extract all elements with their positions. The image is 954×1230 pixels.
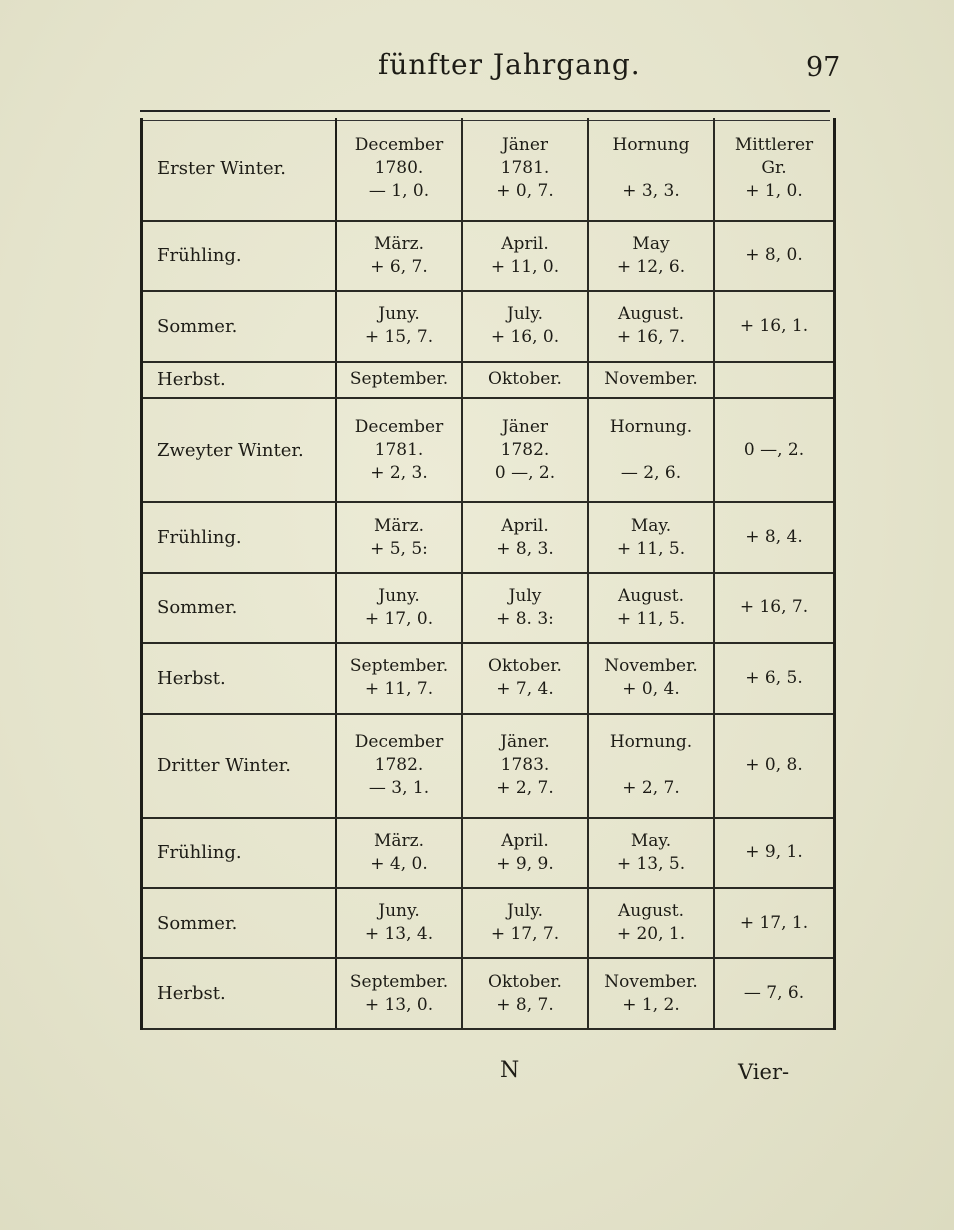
month-cell	[588, 502, 714, 572]
season-cell	[142, 573, 337, 643]
month-cell	[336, 888, 462, 958]
month-cell-line: + 2, 7.	[622, 778, 680, 799]
month-cell-line: + 11, 5.	[616, 538, 686, 559]
month-cell-line: April.	[501, 233, 549, 254]
table-row	[142, 362, 835, 399]
mean-cell	[714, 714, 835, 818]
month-cell-line: + 13, 5.	[616, 853, 686, 874]
month-cell-line: + 0, 4.	[622, 679, 680, 700]
mean-cell-line: + 8, 4.	[745, 527, 803, 548]
season-label: Herbst.	[157, 983, 226, 1005]
month-cell-line: + 3, 3.	[622, 181, 680, 202]
mean-cell	[714, 398, 835, 502]
month-cell-line: 1782.	[500, 439, 550, 460]
month-cell-line: Oktober.	[488, 369, 562, 390]
table-body	[142, 118, 835, 1029]
month-cell	[336, 291, 462, 361]
month-cell-line: — 1, 0.	[368, 181, 430, 202]
month-cell-line: November.	[604, 369, 698, 390]
temperature-table	[140, 118, 836, 1030]
month-cell-line: September.	[349, 369, 449, 390]
month-cell-line: July.	[507, 304, 543, 325]
season-label: Herbst.	[157, 369, 226, 391]
mean-cell-line: Gr.	[761, 158, 787, 179]
month-cell-line: Hornung	[612, 135, 690, 156]
mean-cell-line: + 8, 0.	[745, 245, 803, 266]
month-cell-line: + 11, 7.	[364, 679, 434, 700]
month-cell	[588, 362, 714, 399]
month-cell-line: + 8, 3.	[496, 538, 554, 559]
month-cell-line: May.	[630, 830, 672, 851]
season-cell	[142, 362, 337, 399]
month-cell-line: + 8. 3:	[496, 608, 554, 629]
mean-cell	[714, 573, 835, 643]
season-cell	[142, 643, 337, 713]
temperature-table-frame	[140, 118, 830, 1030]
month-cell	[336, 221, 462, 291]
month-cell-line: August.	[617, 304, 685, 325]
month-cell-line: + 5, 5:	[370, 538, 428, 559]
month-cell-line: Jäner.	[500, 732, 550, 753]
month-cell-line: Jäner	[501, 416, 549, 437]
month-cell-line	[595, 754, 707, 777]
season-cell	[142, 118, 337, 221]
season-label: Erster Winter.	[157, 158, 286, 180]
month-cell	[336, 643, 462, 713]
month-cell-line: + 4, 0.	[370, 853, 428, 874]
mean-cell-line: + 16, 1.	[739, 315, 809, 336]
table-row	[142, 291, 835, 361]
month-cell-line: + 0, 7.	[496, 181, 554, 202]
month-cell-line: + 8, 7.	[496, 994, 554, 1015]
month-cell	[462, 818, 588, 888]
month-cell	[336, 502, 462, 572]
season-label: Frühling.	[157, 842, 242, 864]
table-row	[142, 118, 835, 221]
catchword: Vier-	[738, 1060, 790, 1084]
month-cell-line: 1781.	[374, 439, 424, 460]
month-cell-line: + 17, 7.	[490, 924, 560, 945]
mean-cell	[714, 291, 835, 361]
season-cell	[142, 714, 337, 818]
page-number: 97	[806, 52, 841, 83]
running-head	[0, 48, 954, 88]
month-cell	[462, 398, 588, 502]
month-cell	[588, 643, 714, 713]
month-cell-line: + 16, 0.	[490, 327, 560, 348]
month-cell-line: + 2, 7.	[496, 778, 554, 799]
table-row	[142, 818, 835, 888]
month-cell	[462, 643, 588, 713]
season-cell	[142, 958, 337, 1029]
month-cell-line: 1781.	[500, 158, 550, 179]
mean-cell-line: + 9, 1.	[745, 842, 803, 863]
season-label: Zweyter Winter.	[157, 439, 304, 461]
month-cell-line: + 20, 1.	[616, 924, 686, 945]
month-cell-line: + 11, 5.	[616, 608, 686, 629]
season-cell	[142, 502, 337, 572]
month-cell-line: + 2, 3.	[370, 462, 428, 483]
season-cell	[142, 888, 337, 958]
month-cell-line: + 15, 7.	[364, 327, 434, 348]
month-cell-line	[595, 439, 707, 462]
season-label: Sommer.	[157, 912, 238, 934]
month-cell-line: + 17, 0.	[364, 608, 434, 629]
month-cell	[336, 958, 462, 1029]
month-cell	[588, 714, 714, 818]
season-cell	[142, 818, 337, 888]
month-cell-line: + 7, 4.	[496, 679, 554, 700]
month-cell-line: December	[354, 135, 444, 156]
mean-cell-line: + 16, 7.	[739, 597, 809, 618]
month-cell-line: März.	[373, 515, 425, 536]
season-cell	[142, 221, 337, 291]
month-cell	[588, 118, 714, 221]
month-cell	[336, 573, 462, 643]
month-cell-line: May.	[630, 515, 672, 536]
season-label: Herbst.	[157, 667, 226, 689]
month-cell	[462, 221, 588, 291]
month-cell-line: 1783.	[500, 755, 550, 776]
month-cell	[462, 958, 588, 1029]
month-cell-line: November.	[604, 656, 698, 677]
month-cell-line: Oktober.	[488, 656, 562, 677]
table-row	[142, 888, 835, 958]
month-cell-line: — 3, 1.	[368, 778, 430, 799]
month-cell	[462, 714, 588, 818]
table-row	[142, 643, 835, 713]
month-cell-line: + 13, 0.	[364, 994, 434, 1015]
month-cell-line: September.	[349, 656, 449, 677]
month-cell-line: Juny.	[378, 585, 420, 606]
month-cell-line: August.	[617, 901, 685, 922]
month-cell	[336, 362, 462, 399]
month-cell-line: + 16, 7.	[616, 327, 686, 348]
season-cell	[142, 291, 337, 361]
table-row	[142, 398, 835, 502]
month-cell-line: + 12, 6.	[616, 256, 686, 277]
mean-cell	[714, 502, 835, 572]
season-label: Frühling.	[157, 527, 242, 549]
month-cell-line: November.	[604, 971, 698, 992]
month-cell-line: 0 —, 2.	[494, 462, 556, 483]
table-row	[142, 502, 835, 572]
mean-cell-line: + 0, 8.	[745, 755, 803, 776]
month-cell-line: Hornung.	[609, 732, 693, 753]
mean-cell	[714, 118, 835, 221]
mean-cell-line: — 7, 6.	[743, 983, 805, 1004]
month-cell	[462, 362, 588, 399]
month-cell-line: + 9, 9.	[496, 853, 554, 874]
mean-cell-line: 0 —, 2.	[743, 439, 805, 460]
table-row	[142, 573, 835, 643]
mean-cell-line: + 6, 5.	[745, 667, 803, 688]
month-cell-line: August.	[617, 585, 685, 606]
month-cell-line: Oktober.	[488, 971, 562, 992]
season-label: Dritter Winter.	[157, 755, 292, 777]
mean-cell	[714, 888, 835, 958]
month-cell-line: 1780.	[374, 158, 424, 179]
month-cell-line: + 6, 7.	[370, 256, 428, 277]
month-cell	[588, 398, 714, 502]
month-cell-line: + 1, 2.	[622, 994, 680, 1015]
month-cell-line: 1782.	[374, 755, 424, 776]
mean-cell	[714, 221, 835, 291]
month-cell-line: July.	[507, 901, 543, 922]
mean-cell	[714, 818, 835, 888]
month-cell	[336, 118, 462, 221]
month-cell-line: März.	[373, 830, 425, 851]
month-cell	[588, 291, 714, 361]
signature-mark: N	[500, 1058, 520, 1083]
season-cell	[142, 398, 337, 502]
month-cell-line: März.	[373, 233, 425, 254]
month-cell	[588, 958, 714, 1029]
month-cell	[588, 573, 714, 643]
season-label: Frühling.	[157, 245, 242, 267]
mean-cell-line: + 17, 1.	[739, 912, 809, 933]
table-row	[142, 714, 835, 818]
season-label: Sommer.	[157, 597, 238, 619]
mean-cell-line	[721, 368, 827, 391]
month-cell-line: — 2, 6.	[620, 462, 682, 483]
month-cell	[588, 221, 714, 291]
table-row	[142, 958, 835, 1029]
month-cell	[336, 714, 462, 818]
month-cell-line: May	[632, 233, 670, 254]
month-cell-line	[595, 157, 707, 180]
month-cell	[462, 502, 588, 572]
mean-cell	[714, 958, 835, 1029]
month-cell-line: Hornung.	[609, 416, 693, 437]
month-cell	[462, 573, 588, 643]
month-cell-line: + 13, 4.	[364, 924, 434, 945]
mean-cell	[714, 362, 835, 399]
month-cell-line: April.	[501, 830, 549, 851]
month-cell-line: September.	[349, 971, 449, 992]
month-cell	[336, 398, 462, 502]
month-cell-line: December	[354, 732, 444, 753]
month-cell	[588, 818, 714, 888]
mean-cell-line: + 1, 0.	[745, 181, 803, 202]
mean-cell	[714, 643, 835, 713]
month-cell	[462, 888, 588, 958]
page-title: fünfter Jahrgang.	[378, 48, 641, 81]
month-cell-line: April.	[501, 515, 549, 536]
mean-cell-line: Mittlerer	[734, 135, 814, 156]
month-cell-line: Jäner	[501, 135, 549, 156]
season-label: Sommer.	[157, 315, 238, 337]
month-cell-line: Juny.	[378, 901, 420, 922]
month-cell-line: Juny.	[378, 304, 420, 325]
month-cell	[462, 291, 588, 361]
month-cell	[588, 888, 714, 958]
month-cell-line: + 11, 0.	[490, 256, 560, 277]
month-cell	[462, 118, 588, 221]
month-cell-line: December	[354, 416, 444, 437]
month-cell-line: July	[508, 585, 542, 606]
table-row	[142, 221, 835, 291]
month-cell	[336, 818, 462, 888]
